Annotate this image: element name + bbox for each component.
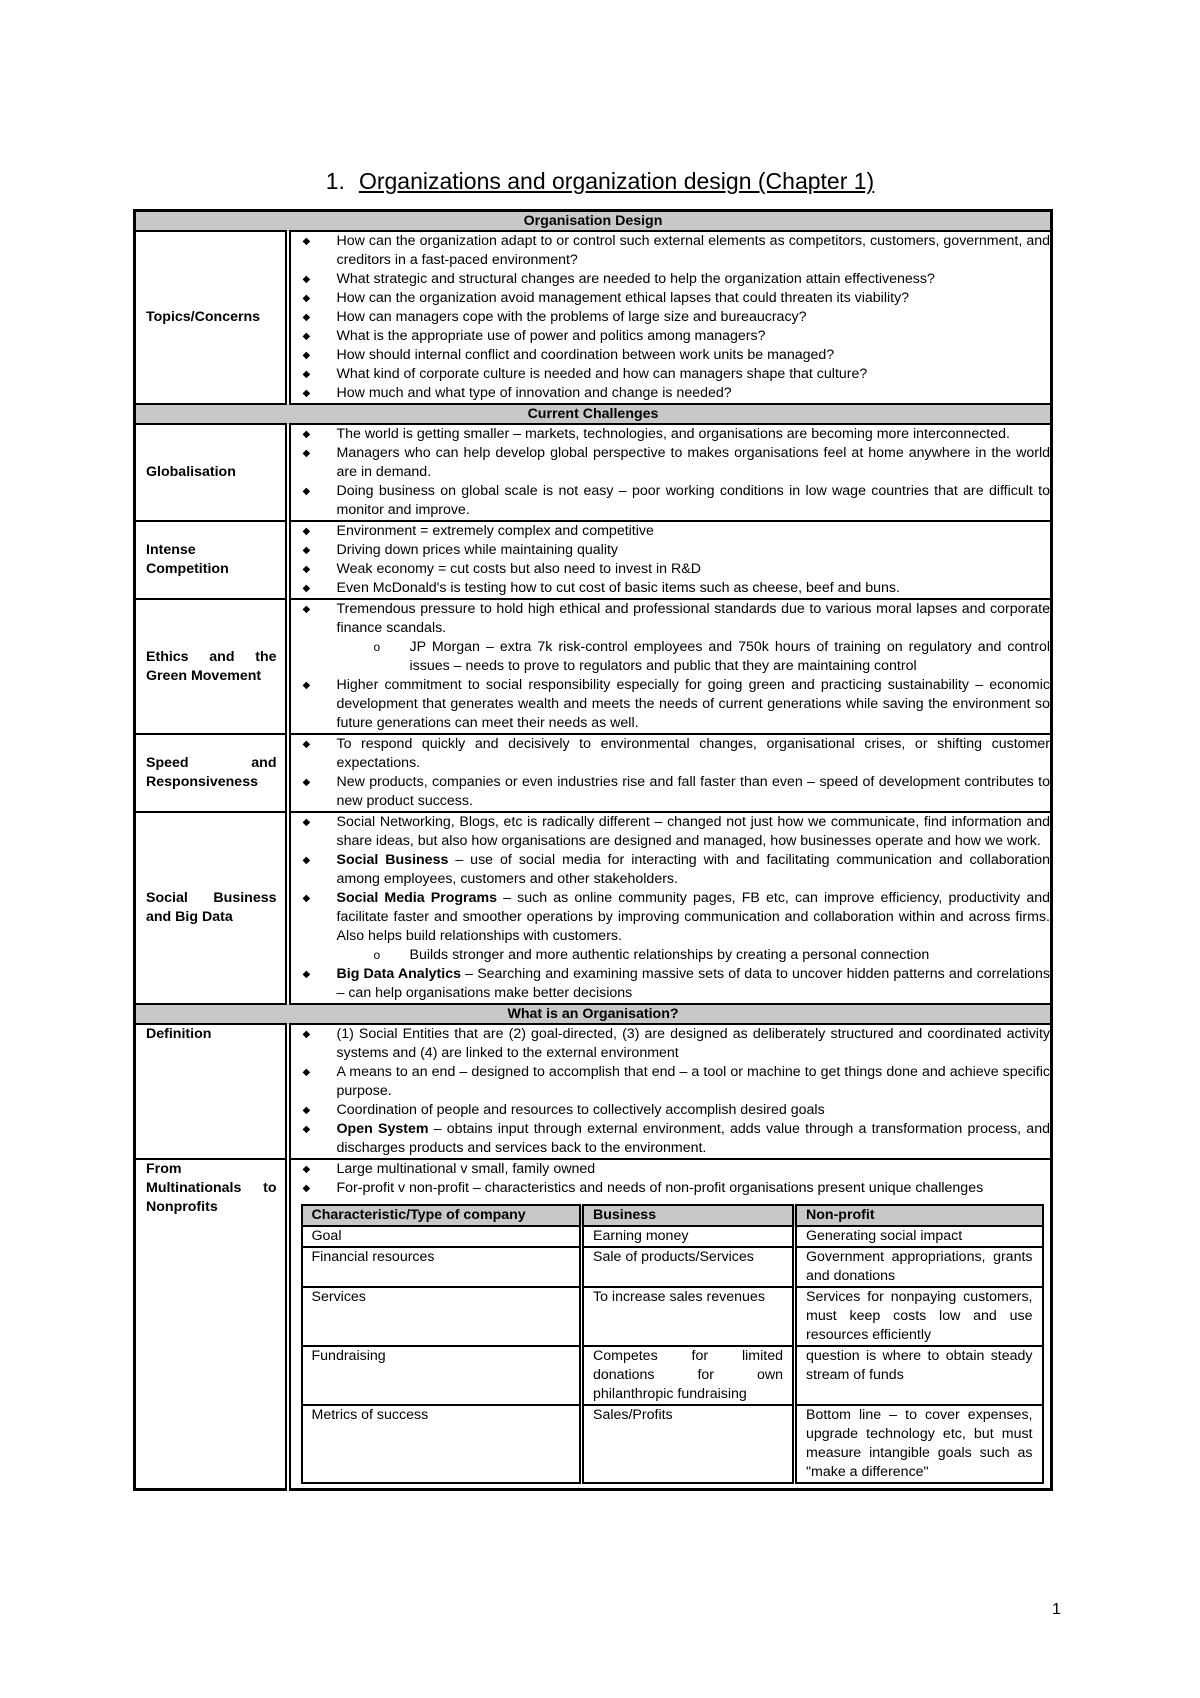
row-nonprofit	[135, 1159, 1052, 1490]
sub-bullet-item: o JP Morgan – extra 7k risk-control employees and 750k hours of training on regulatory and control issues – needs to prove to regulators and public that they are maintaining control	[337, 638, 1051, 676]
table-cell: Financial resources	[302, 1247, 582, 1287]
title-text: Organizations and organization design (Chapter 1)	[358, 168, 875, 194]
table-cell: Fundraising	[302, 1346, 582, 1405]
bullet-text: Tremendous pressure to hold high ethical and professional standards due to various moral lapses and corporate finance scandals.	[336, 601, 1050, 636]
row-content-definition	[288, 1024, 1052, 1159]
bullet-item: ◆ For-profit v non-profit – characteristics and needs of non-profit organisations present unique challenges	[291, 1179, 1051, 1198]
table-cell: Metrics of success	[302, 1405, 582, 1483]
bullet-item: ◆ Driving down prices while maintaining quality	[291, 541, 1051, 560]
bullet-term: Open System	[336, 1121, 429, 1137]
bullet-item: ◆ What strategic and structural changes are needed to help the organization attain effectiveness?	[291, 270, 1051, 289]
bullet-item: ◆ (1) Social Entities that are (2) goal-directed, (3) are designed as deliberately structured and coordinated activity systems and (4) are linked to the external environment	[291, 1025, 1051, 1063]
section-header-row	[135, 211, 1052, 232]
bullet-item: ◆ Environment = extremely complex and competitive	[291, 522, 1051, 541]
column-header: Non-profit	[795, 1205, 1043, 1226]
bullet-text: – Searching and examining massive sets of data to uncover hidden patterns and correlations – can help organisations make better decisions	[336, 966, 1050, 1001]
bullet-item: ◆ Doing business on global scale is not easy – poor working conditions in low wage countries that are difficult to monitor and improve.	[291, 482, 1051, 520]
table-cell: Competes for limited donations for own philanthropic fundraising	[582, 1346, 795, 1405]
bullet-text: – obtains input through external environment, adds value through a transformation process, and discharges products and services back to the environment.	[336, 1121, 1050, 1156]
table-row	[302, 1405, 1043, 1483]
row-label-topics: Topics/Concerns	[135, 231, 288, 404]
row-social	[135, 812, 1052, 1004]
page-number: 1	[1052, 1601, 1061, 1618]
row-content-ethics	[288, 599, 1052, 734]
row-label-ethics: Ethics and the Green Movement	[135, 599, 288, 734]
table-cell: Government appropriations, grants and donations	[795, 1247, 1043, 1287]
table-cell: Services for nonpaying customers, must keep costs low and use resources efficiently	[795, 1287, 1043, 1346]
bullet-item: ◆ Even McDonald's is testing how to cut cost of basic items such as cheese, beef and buns.	[291, 579, 1051, 598]
table-row	[302, 1346, 1043, 1405]
row-content-competition	[288, 521, 1052, 599]
row-label-definition: Definition	[135, 1024, 288, 1159]
row-topics	[135, 231, 1052, 404]
bullet-item: ◆ What kind of corporate culture is needed and how can managers shape that culture?	[291, 365, 1051, 384]
bullet-item: ◆ The world is getting smaller – markets, technologies, and organisations are becoming more interconnected.	[291, 425, 1051, 444]
column-header: Characteristic/Type of company	[302, 1205, 582, 1226]
bullet-term: Social Media Programs	[336, 890, 497, 906]
row-label-speed: Speed and Responsiveness	[135, 734, 288, 812]
bullet-item: ◆ Coordination of people and resources to collectively accomplish desired goals	[291, 1101, 1051, 1120]
section-header-challenges: Current Challenges	[135, 404, 1052, 424]
table-row	[302, 1287, 1043, 1346]
title-number: 1.	[325, 168, 345, 194]
bullet-item: ◆ Managers who can help develop global perspective to makes organisations feel at home anywhere in the world are in demand.	[291, 444, 1051, 482]
row-label-competition: Intense Competition	[135, 521, 288, 599]
table-cell: Sale of products/Services	[582, 1247, 795, 1287]
bullet-item: ◆ What is the appropriate use of power and politics among managers?	[291, 327, 1051, 346]
bullet-item: ◆ A means to an end – designed to accomplish that end – a tool or machine to get things done and achieve specific purpose.	[291, 1063, 1051, 1101]
bullet-term: Big Data Analytics	[336, 966, 461, 982]
row-ethics	[135, 599, 1052, 734]
page-title	[0, 168, 1200, 195]
row-speed	[135, 734, 1052, 812]
bullet-item: ◆ Social Networking, Blogs, etc is radically different – changed not just how we communicate, find information and share ideas, but also how organisations are designed and managed, how businesses operate and how we work.	[291, 813, 1051, 851]
bullet-text: – use of social media for interacting with and facilitating communication and collaboration among employees, customers and other stakeholders.	[336, 852, 1050, 887]
row-globalisation	[135, 424, 1052, 521]
row-content-globalisation	[288, 424, 1052, 521]
section-header-what-is: What is an Organisation?	[135, 1004, 1052, 1024]
row-label-social: Social Business and Big Data	[135, 812, 288, 1004]
bullet-item: ◆ New products, companies or even industries rise and fall faster than even – speed of development contributes to new product success.	[291, 773, 1051, 811]
table-cell: To increase sales revenues	[582, 1287, 795, 1346]
table-cell: Services	[302, 1287, 582, 1346]
row-content-social	[288, 812, 1052, 1004]
bullet-item: ◆ Weak economy = cut costs but also need to invest in R&D	[291, 560, 1051, 579]
table-cell: Bottom line – to cover expenses, upgrade technology etc, but must measure intangible goals such as "make a difference"	[795, 1405, 1043, 1483]
comparison-table	[301, 1204, 1044, 1484]
bullet-item: ◆ How can the organization avoid management ethical lapses that could threaten its viability?	[291, 289, 1051, 308]
table-cell: Sales/Profits	[582, 1405, 795, 1483]
sub-bullet-item: o Builds stronger and more authentic relationships by creating a personal connection	[337, 946, 1051, 965]
bullet-item	[291, 851, 1051, 889]
table-row	[302, 1226, 1043, 1247]
column-header: Business	[582, 1205, 795, 1226]
row-content-topics	[288, 231, 1052, 404]
row-content-nonprofit	[288, 1159, 1052, 1490]
bullet-item: ◆ Higher commitment to social responsibility especially for going green and practicing sustainability – economic development that generates wealth and meets the needs of current generations while saving the environment so future generations can meet their needs as well.	[291, 676, 1051, 733]
section-header-org-design: Organisation Design	[135, 211, 1052, 232]
section-header-row	[135, 1004, 1052, 1024]
table-cell: Earning money	[582, 1226, 795, 1247]
table-cell: Generating social impact	[795, 1226, 1043, 1247]
table-row	[302, 1247, 1043, 1287]
bullet-item: ◆ How much and what type of innovation and change is needed?	[291, 384, 1051, 403]
row-definition	[135, 1024, 1052, 1159]
table-cell: Goal	[302, 1226, 582, 1247]
bullet-text: – such as online community pages, FB etc, can improve efficiency, productivity and facilitate faster and smoother operations by improving communication and collaboration within and across firms. Also helps build relationships with customers.	[336, 890, 1050, 944]
bullet-item: ◆ How can the organization adapt to or control such external elements as competitors, customers, government, and creditors in a fast-paced environment?	[291, 232, 1051, 270]
bullet-item	[291, 600, 1051, 676]
bullet-item: ◆ To respond quickly and decisively to environmental changes, organisational crises, or shifting customer expectations.	[291, 735, 1051, 773]
table-cell: question is where to obtain steady stream of funds	[795, 1346, 1043, 1405]
bullet-item: ◆ Large multinational v small, family owned	[291, 1160, 1051, 1179]
row-label-globalisation: Globalisation	[135, 424, 288, 521]
bullet-item	[291, 965, 1051, 1003]
section-header-row	[135, 404, 1052, 424]
row-label-nonprofit: From Multinationals to Nonprofits	[135, 1159, 288, 1490]
bullet-item: ◆ How should internal conflict and coordination between work units be managed?	[291, 346, 1051, 365]
row-content-speed	[288, 734, 1052, 812]
bullet-term: Social Business	[336, 852, 449, 868]
notes-table	[133, 209, 1053, 1491]
bullet-item	[291, 1120, 1051, 1158]
bullet-item: ◆ How can managers cope with the problems of large size and bureaucracy?	[291, 308, 1051, 327]
bullet-item	[291, 889, 1051, 965]
row-competition	[135, 521, 1052, 599]
comparison-header-row	[302, 1205, 1043, 1226]
